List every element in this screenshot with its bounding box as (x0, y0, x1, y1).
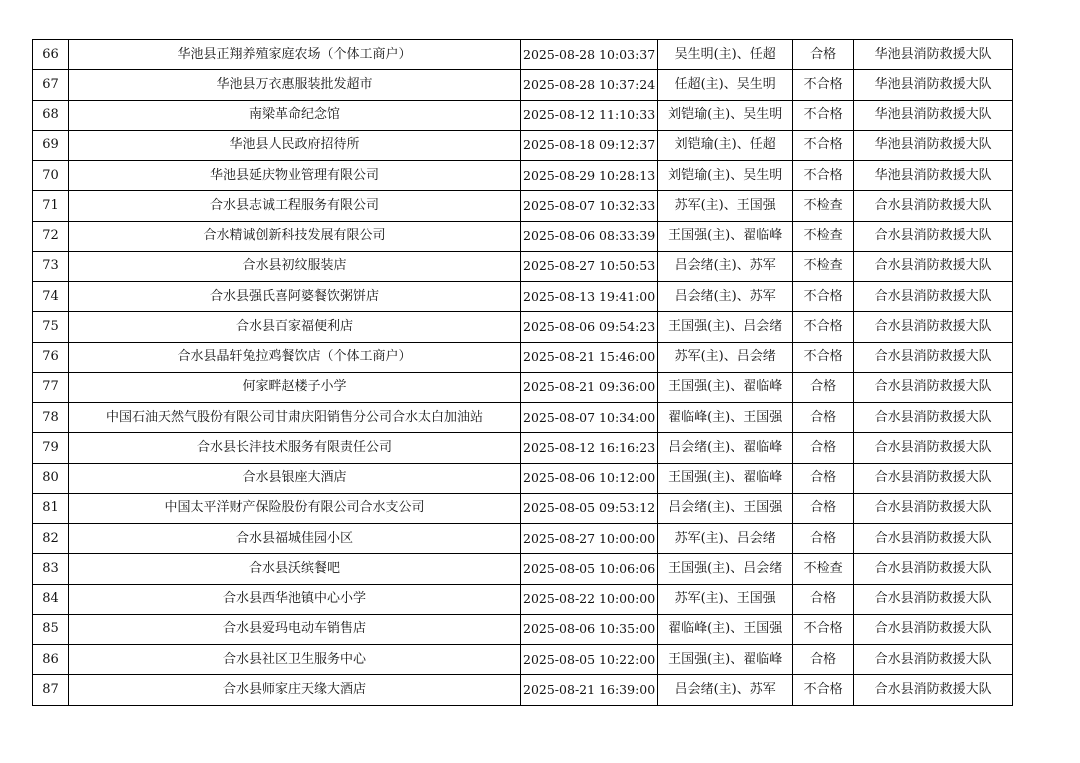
unit-name-cell: 合水精诚创新科技发展有限公司 (69, 221, 521, 251)
unit-name-cell: 合水县沃缤餐吧 (69, 554, 521, 584)
row-number-cell: 83 (33, 554, 69, 584)
result-cell: 不检查 (793, 251, 854, 281)
unit-name-cell: 华池县万衣惠服装批发超市 (69, 70, 521, 100)
table-row (33, 675, 1013, 705)
result-cell: 不合格 (793, 614, 854, 644)
inspectors-cell: 吴生明(主)、任超 (658, 40, 793, 70)
table-row (33, 40, 1013, 70)
table-row (33, 312, 1013, 342)
department-cell: 合水县消防救援大队 (854, 312, 1013, 342)
inspectors-cell: 吕会绪(主)、王国强 (658, 493, 793, 523)
inspectors-cell: 苏军(主)、吕会绪 (658, 342, 793, 372)
result-cell: 不合格 (793, 130, 854, 160)
inspectors-cell: 王国强(主)、吕会绪 (658, 312, 793, 342)
department-cell: 华池县消防救援大队 (854, 40, 1013, 70)
result-cell: 合格 (793, 40, 854, 70)
inspection-time-cell: 2025-08-27 10:00:00 (521, 524, 658, 554)
row-number-cell: 85 (33, 614, 69, 644)
result-cell: 合格 (793, 584, 854, 614)
table-row (33, 645, 1013, 675)
inspection-time-cell: 2025-08-06 10:12:00 (521, 463, 658, 493)
inspection-time-cell: 2025-08-28 10:03:37 (521, 40, 658, 70)
inspection-time-cell: 2025-08-12 11:10:33 (521, 100, 658, 130)
result-cell: 合格 (793, 433, 854, 463)
inspection-time-cell: 2025-08-21 15:46:00 (521, 342, 658, 372)
result-cell: 不合格 (793, 282, 854, 312)
department-cell: 华池县消防救援大队 (854, 70, 1013, 100)
department-cell: 合水县消防救援大队 (854, 251, 1013, 281)
unit-name-cell: 合水县师家庄天缘大酒店 (69, 675, 521, 705)
department-cell: 合水县消防救援大队 (854, 554, 1013, 584)
row-number-cell: 80 (33, 463, 69, 493)
department-cell: 合水县消防救援大队 (854, 614, 1013, 644)
unit-name-cell: 华池县延庆物业管理有限公司 (69, 161, 521, 191)
inspection-time-cell: 2025-08-28 10:37:24 (521, 70, 658, 100)
unit-name-cell: 合水县百家福便利店 (69, 312, 521, 342)
inspection-time-cell: 2025-08-12 16:16:23 (521, 433, 658, 463)
unit-name-cell: 合水县社区卫生服务中心 (69, 645, 521, 675)
result-cell: 合格 (793, 493, 854, 523)
inspectors-cell: 吕会绪(主)、苏军 (658, 251, 793, 281)
table-row (33, 251, 1013, 281)
inspection-time-cell: 2025-08-21 16:39:00 (521, 675, 658, 705)
inspection-time-cell: 2025-08-29 10:28:13 (521, 161, 658, 191)
result-cell: 合格 (793, 372, 854, 402)
inspectors-cell: 吕会绪(主)、翟临峰 (658, 433, 793, 463)
department-cell: 合水县消防救援大队 (854, 191, 1013, 221)
unit-name-cell: 华池县人民政府招待所 (69, 130, 521, 160)
inspectors-cell: 王国强(主)、翟临峰 (658, 645, 793, 675)
row-number-cell: 78 (33, 403, 69, 433)
department-cell: 合水县消防救援大队 (854, 493, 1013, 523)
inspection-time-cell: 2025-08-05 10:22:00 (521, 645, 658, 675)
department-cell: 合水县消防救援大队 (854, 372, 1013, 402)
row-number-cell: 67 (33, 70, 69, 100)
department-cell: 华池县消防救援大队 (854, 100, 1013, 130)
inspectors-cell: 刘铠瑜(主)、吴生明 (658, 100, 793, 130)
row-number-cell: 68 (33, 100, 69, 130)
unit-name-cell: 合水县福城佳园小区 (69, 524, 521, 554)
table-row (33, 342, 1013, 372)
row-number-cell: 84 (33, 584, 69, 614)
inspectors-cell: 苏军(主)、吕会绪 (658, 524, 793, 554)
inspectors-cell: 刘铠瑜(主)、任超 (658, 130, 793, 160)
inspection-time-cell: 2025-08-05 09:53:12 (521, 493, 658, 523)
table-row (33, 191, 1013, 221)
table-row (33, 282, 1013, 312)
result-cell: 不检查 (793, 554, 854, 584)
unit-name-cell: 合水县银座大酒店 (69, 463, 521, 493)
inspection-time-cell: 2025-08-07 10:34:00 (521, 403, 658, 433)
row-number-cell: 86 (33, 645, 69, 675)
table-row (33, 403, 1013, 433)
table-row (33, 161, 1013, 191)
result-cell: 不检查 (793, 221, 854, 251)
department-cell: 合水县消防救援大队 (854, 463, 1013, 493)
unit-name-cell: 中国石油天然气股份有限公司甘肃庆阳销售分公司合水太白加油站 (69, 403, 521, 433)
inspectors-cell: 翟临峰(主)、王国强 (658, 403, 793, 433)
inspection-time-cell: 2025-08-18 09:12:37 (521, 130, 658, 160)
result-cell: 合格 (793, 403, 854, 433)
row-number-cell: 74 (33, 282, 69, 312)
inspectors-cell: 翟临峰(主)、王国强 (658, 614, 793, 644)
table-row (33, 372, 1013, 402)
department-cell: 合水县消防救援大队 (854, 524, 1013, 554)
unit-name-cell: 合水县强氏喜阿婆餐饮粥饼店 (69, 282, 521, 312)
department-cell: 合水县消防救援大队 (854, 403, 1013, 433)
unit-name-cell: 合水县西华池镇中心小学 (69, 584, 521, 614)
table-row (33, 614, 1013, 644)
department-cell: 合水县消防救援大队 (854, 221, 1013, 251)
table-row (33, 584, 1013, 614)
table-row (33, 100, 1013, 130)
table-row (33, 221, 1013, 251)
department-cell: 合水县消防救援大队 (854, 675, 1013, 705)
result-cell: 不合格 (793, 70, 854, 100)
department-cell: 华池县消防救援大队 (854, 130, 1013, 160)
row-number-cell: 70 (33, 161, 69, 191)
inspection-time-cell: 2025-08-05 10:06:06 (521, 554, 658, 584)
unit-name-cell: 中国太平洋财产保险股份有限公司合水支公司 (69, 493, 521, 523)
row-number-cell: 66 (33, 40, 69, 70)
row-number-cell: 76 (33, 342, 69, 372)
unit-name-cell: 华池县正翔养殖家庭农场（个体工商户） (69, 40, 521, 70)
department-cell: 华池县消防救援大队 (854, 161, 1013, 191)
inspectors-cell: 苏军(主)、王国强 (658, 584, 793, 614)
table-row (33, 524, 1013, 554)
result-cell: 不检查 (793, 191, 854, 221)
result-cell: 不合格 (793, 675, 854, 705)
row-number-cell: 79 (33, 433, 69, 463)
result-cell: 不合格 (793, 161, 854, 191)
table-row (33, 433, 1013, 463)
row-number-cell: 81 (33, 493, 69, 523)
inspection-time-cell: 2025-08-06 08:33:39 (521, 221, 658, 251)
table-body (33, 40, 1013, 706)
inspection-time-cell: 2025-08-06 10:35:00 (521, 614, 658, 644)
inspection-time-cell: 2025-08-13 19:41:00 (521, 282, 658, 312)
inspectors-cell: 吕会绪(主)、苏军 (658, 282, 793, 312)
department-cell: 合水县消防救援大队 (854, 282, 1013, 312)
inspection-time-cell: 2025-08-22 10:00:00 (521, 584, 658, 614)
inspection-table (32, 39, 1013, 706)
result-cell: 不合格 (793, 342, 854, 372)
inspectors-cell: 苏军(主)、王国强 (658, 191, 793, 221)
row-number-cell: 75 (33, 312, 69, 342)
inspectors-cell: 王国强(主)、吕会绪 (658, 554, 793, 584)
row-number-cell: 73 (33, 251, 69, 281)
inspection-time-cell: 2025-08-06 09:54:23 (521, 312, 658, 342)
inspectors-cell: 刘铠瑜(主)、吴生明 (658, 161, 793, 191)
table-row (33, 554, 1013, 584)
inspectors-cell: 任超(主)、吴生明 (658, 70, 793, 100)
row-number-cell: 82 (33, 524, 69, 554)
result-cell: 合格 (793, 645, 854, 675)
row-number-cell: 69 (33, 130, 69, 160)
row-number-cell: 72 (33, 221, 69, 251)
inspectors-cell: 王国强(主)、翟临峰 (658, 463, 793, 493)
inspectors-cell: 吕会绪(主)、苏军 (658, 675, 793, 705)
department-cell: 合水县消防救援大队 (854, 433, 1013, 463)
row-number-cell: 77 (33, 372, 69, 402)
unit-name-cell: 合水县爱玛电动车销售店 (69, 614, 521, 644)
table-row (33, 70, 1013, 100)
department-cell: 合水县消防救援大队 (854, 645, 1013, 675)
unit-name-cell: 合水县初纹服装店 (69, 251, 521, 281)
unit-name-cell: 合水县长沣技术服务有限责任公司 (69, 433, 521, 463)
result-cell: 不合格 (793, 312, 854, 342)
inspection-time-cell: 2025-08-21 09:36:00 (521, 372, 658, 402)
department-cell: 合水县消防救援大队 (854, 342, 1013, 372)
result-cell: 合格 (793, 463, 854, 493)
unit-name-cell: 合水县志诚工程服务有限公司 (69, 191, 521, 221)
inspectors-cell: 王国强(主)、翟临峰 (658, 372, 793, 402)
table-row (33, 463, 1013, 493)
row-number-cell: 71 (33, 191, 69, 221)
unit-name-cell: 南梁革命纪念馆 (69, 100, 521, 130)
result-cell: 合格 (793, 524, 854, 554)
table-row (33, 130, 1013, 160)
inspection-time-cell: 2025-08-27 10:50:53 (521, 251, 658, 281)
department-cell: 合水县消防救援大队 (854, 584, 1013, 614)
result-cell: 不合格 (793, 100, 854, 130)
inspection-time-cell: 2025-08-07 10:32:33 (521, 191, 658, 221)
inspectors-cell: 王国强(主)、翟临峰 (658, 221, 793, 251)
table-row (33, 493, 1013, 523)
unit-name-cell: 合水县晶轩兔拉鸡餐饮店（个体工商户） (69, 342, 521, 372)
row-number-cell: 87 (33, 675, 69, 705)
unit-name-cell: 何家畔赵楼子小学 (69, 372, 521, 402)
